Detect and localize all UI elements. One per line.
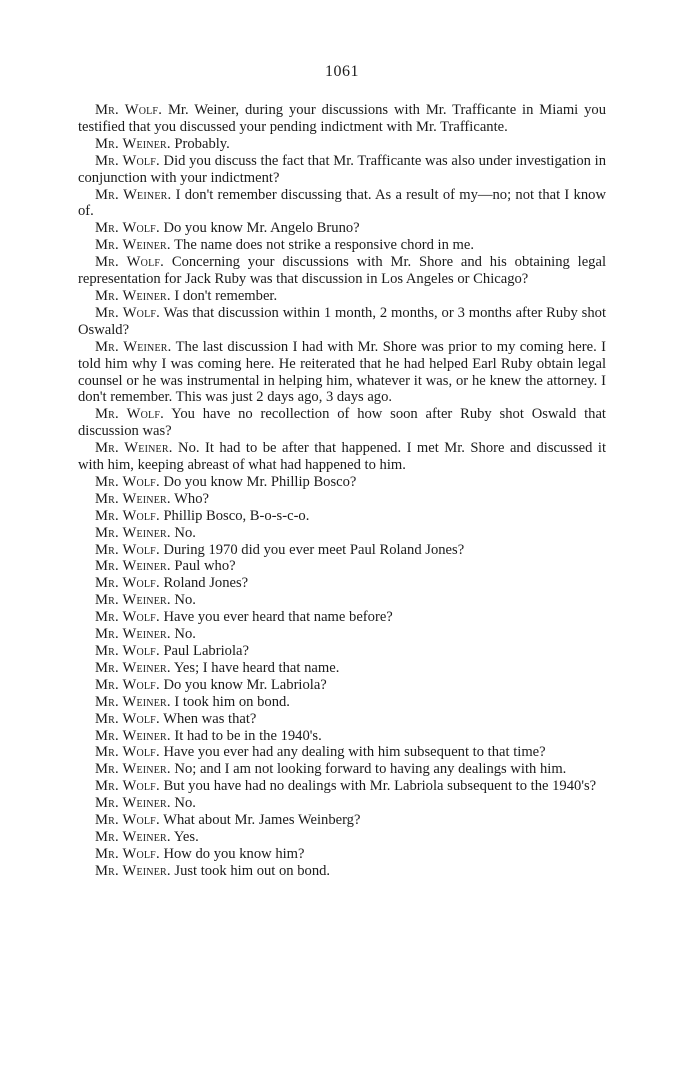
paragraph-text: When was that? xyxy=(159,710,257,727)
transcript-paragraph xyxy=(78,711,606,728)
paragraph-text: Paul who? xyxy=(170,558,236,575)
transcript-paragraph xyxy=(78,694,606,711)
paragraph-text: No; and I am not looking forward to having any dealings with him. xyxy=(170,761,567,778)
speaker-label: Mr. Wolf. xyxy=(95,676,160,693)
speaker-label: Mr. Weiner. xyxy=(95,795,171,812)
paragraph-text: Just took him out on bond. xyxy=(170,862,331,879)
speaker-label: Mr. Wolf. xyxy=(95,102,163,118)
transcript-paragraph xyxy=(78,491,606,508)
transcript-paragraph xyxy=(78,575,606,592)
paragraph-text: Concerning your discussions with Mr. Shore and his obtaining legal representation for Jack Ruby was that discussion in Los Angeles or Chicago? xyxy=(78,254,607,288)
paragraph-text: The name does not strike a responsive chord in me. xyxy=(170,237,475,254)
transcript-paragraph xyxy=(78,744,606,761)
transcript-paragraph xyxy=(78,778,606,795)
transcript-paragraph xyxy=(78,846,606,863)
paragraph-text: The last discussion I had with Mr. Shore was prior to my coming here. I told him why I was coming here. He reiterated that he had helped Earl Ruby obtain legal counsel or he was instrumental in helping him, whatever it was, or he knew the attorney. I don't remember. This was just 2 days ago, 3 days ago. xyxy=(78,338,606,406)
transcript-paragraph xyxy=(78,626,606,643)
speaker-label: Mr. Wolf. xyxy=(95,710,160,727)
paragraph-text: Have you ever had any dealing with him subsequent to that time? xyxy=(159,744,546,761)
transcript-paragraph xyxy=(78,288,606,305)
paragraph-text: Probably. xyxy=(170,135,230,152)
transcript-paragraph xyxy=(78,728,606,745)
transcript-paragraph xyxy=(78,508,606,525)
transcript-paragraph xyxy=(78,220,606,237)
transcript-paragraph xyxy=(78,254,606,288)
paragraph-text: I don't remember. xyxy=(170,287,278,304)
paragraph-text: Do you know Mr. Angelo Bruno? xyxy=(159,220,360,237)
speaker-label: Mr. Weiner. xyxy=(95,186,172,203)
speaker-label: Mr. Wolf. xyxy=(95,406,164,423)
speaker-label: Mr. Wolf. xyxy=(95,845,160,862)
speaker-label: Mr. Weiner. xyxy=(95,727,171,744)
speaker-label: Mr. Wolf. xyxy=(95,304,161,321)
paragraph-text: It had to be in the 1940's. xyxy=(170,727,322,744)
paragraph-text: But you have had no dealings with Mr. Labriola subsequent to the 1940's? xyxy=(159,778,597,795)
paragraph-text: During 1970 did you ever meet Paul Roland Jones? xyxy=(159,541,465,558)
paragraph-text: Did you discuss the fact that Mr. Trafficante was also under investigation in conjunction with your indictment? xyxy=(78,152,606,186)
speaker-label: Mr. Wolf. xyxy=(95,575,160,592)
transcript-paragraph xyxy=(78,643,606,660)
transcript-paragraph xyxy=(78,592,606,609)
speaker-label: Mr. Wolf. xyxy=(95,609,160,626)
transcript-paragraph xyxy=(78,829,606,846)
paragraph-text: No. xyxy=(170,626,196,643)
transcript-paragraph xyxy=(78,677,606,694)
speaker-label: Mr. Weiner. xyxy=(95,338,172,355)
transcript-paragraph xyxy=(78,440,606,474)
transcript-paragraph xyxy=(78,153,606,187)
paragraph-text: Roland Jones? xyxy=(159,575,249,592)
speaker-label: Mr. Weiner. xyxy=(95,659,171,676)
paragraph-text: Was that discussion within 1 month, 2 months, or 3 months after Ruby shot Oswald? xyxy=(78,304,607,338)
paragraph-text: I took him on bond. xyxy=(170,693,290,710)
transcript-paragraph xyxy=(78,812,606,829)
paragraph-text: Paul Labriola? xyxy=(159,643,249,659)
speaker-label: Mr. Wolf. xyxy=(95,812,160,829)
speaker-label: Mr. Weiner. xyxy=(95,592,171,609)
transcript-paragraph xyxy=(78,558,606,575)
transcript-paragraph xyxy=(78,761,606,778)
speaker-label: Mr. Wolf. xyxy=(95,473,160,490)
speaker-label: Mr. Weiner. xyxy=(95,761,171,778)
paragraph-text: Yes; I have heard that name. xyxy=(170,659,340,676)
speaker-label: Mr. Weiner. xyxy=(95,287,171,304)
speaker-label: Mr. Weiner. xyxy=(95,558,171,575)
transcript-paragraph xyxy=(78,474,606,491)
paragraph-text: Yes. xyxy=(170,828,199,845)
transcript-paragraph xyxy=(78,863,606,880)
page-number: 1061 xyxy=(325,63,359,80)
paragraph-text: I don't remember discussing that. As a result of my—no; not that I know of. xyxy=(78,186,606,220)
speaker-label: Mr. Wolf. xyxy=(95,541,160,558)
transcript-paragraph xyxy=(78,305,606,339)
speaker-label: Mr. Weiner. xyxy=(95,626,171,643)
speaker-label: Mr. Weiner. xyxy=(95,440,173,457)
speaker-label: Mr. Weiner. xyxy=(95,490,171,507)
speaker-label: Mr. Weiner. xyxy=(95,862,171,879)
paragraph-text: Who? xyxy=(170,490,209,507)
paragraph-text: Have you ever heard that name before? xyxy=(159,609,393,626)
speaker-label: Mr. Wolf. xyxy=(95,220,160,237)
speaker-label: Mr. Wolf. xyxy=(95,254,164,271)
speaker-label: Mr. Wolf. xyxy=(95,152,160,169)
speaker-label: Mr. Weiner. xyxy=(95,237,171,254)
speaker-label: Mr. Weiner. xyxy=(95,693,171,710)
transcript-paragraph xyxy=(78,102,606,136)
transcript-paragraph xyxy=(78,339,606,407)
speaker-label: Mr. Weiner. xyxy=(95,524,171,541)
speaker-label: Mr. Weiner. xyxy=(95,828,171,845)
paragraph-text: You have no recollection of how soon after Ruby shot Oswald that discussion was? xyxy=(78,406,606,440)
transcript-paragraph xyxy=(78,660,606,677)
paragraph-text: No. xyxy=(170,592,196,609)
transcript-paragraph xyxy=(78,136,606,153)
paragraph-text: Phillip Bosco, B-o-s-c-o. xyxy=(159,507,310,524)
transcript-paragraph xyxy=(78,237,606,254)
speaker-label: Mr. Wolf. xyxy=(95,778,160,795)
paragraph-text: No. xyxy=(170,795,196,812)
speaker-label: Mr. Wolf. xyxy=(95,507,160,524)
transcript-paragraph xyxy=(78,406,606,440)
transcript-paragraph xyxy=(78,542,606,559)
paragraph-text: Do you know Mr. Labriola? xyxy=(159,676,327,693)
speaker-label: Mr. Wolf. xyxy=(95,643,160,659)
paragraph-text: No. It had to be after that happened. I met Mr. Shore and discussed it with him, keeping abreast of what had happened to him. xyxy=(78,440,606,474)
paragraph-text: Do you know Mr. Phillip Bosco? xyxy=(159,473,357,490)
transcript-paragraph xyxy=(78,187,606,221)
paragraph-text: Mr. Weiner, during your discussions with Mr. Trafficante in Miami you testified that you discussed your pending indictment with Mr. Trafficante. xyxy=(78,102,607,135)
paragraph-text: How do you know him? xyxy=(159,845,305,862)
document-page xyxy=(78,0,606,880)
transcript-body xyxy=(78,102,606,880)
speaker-label: Mr. Wolf. xyxy=(95,744,160,761)
transcript-paragraph xyxy=(78,795,606,812)
transcript-paragraph xyxy=(78,525,606,542)
speaker-label: Mr. Weiner. xyxy=(95,135,171,152)
transcript-paragraph xyxy=(78,609,606,626)
paragraph-text: What about Mr. James Weinberg? xyxy=(159,812,361,829)
paragraph-text: No. xyxy=(170,524,196,541)
